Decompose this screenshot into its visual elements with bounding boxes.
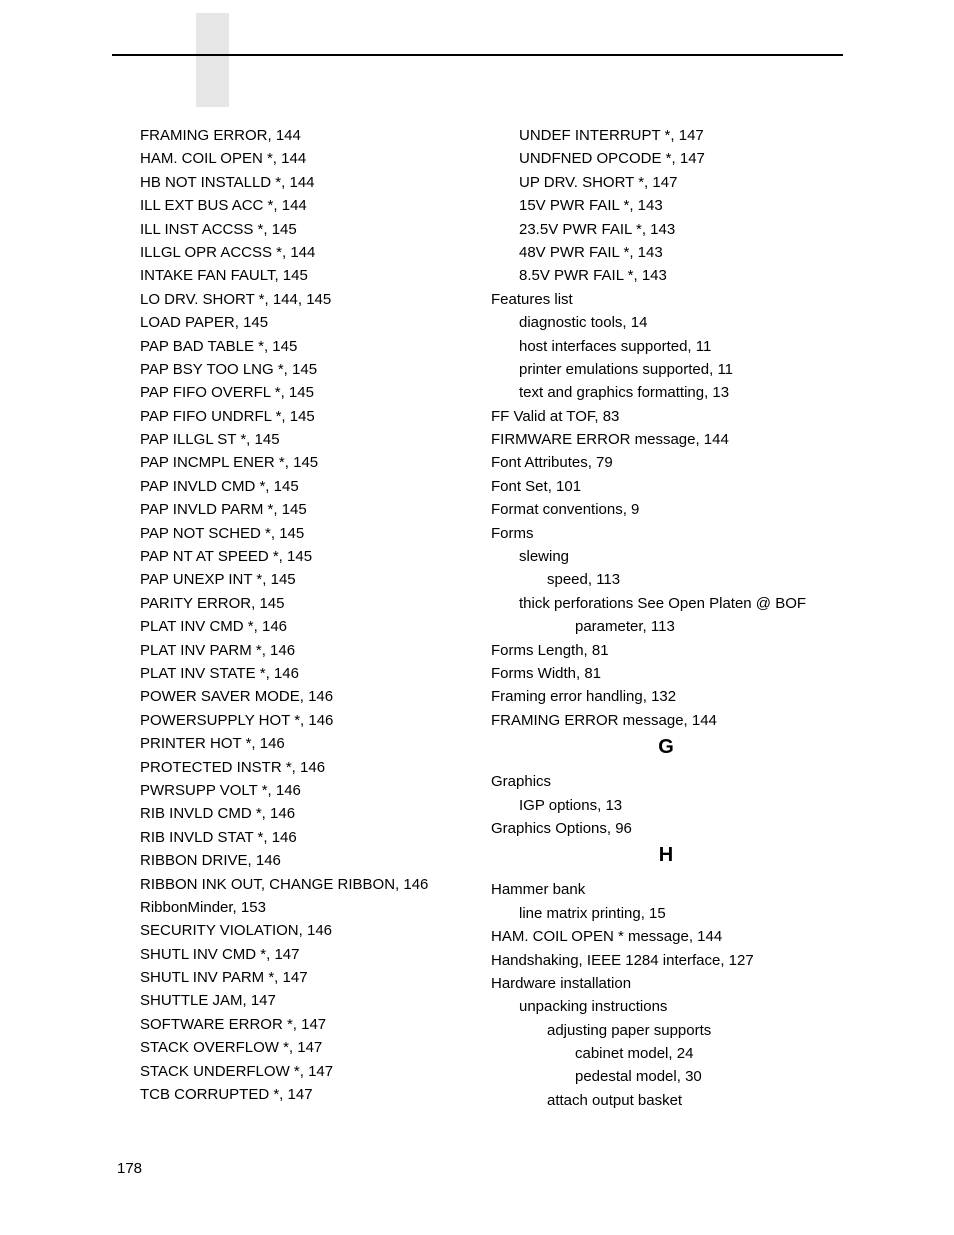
index-entry: speed, 113: [547, 571, 621, 589]
index-entry: 15V PWR FAIL *, 143: [519, 197, 663, 215]
index-entry: diagnostic tools, 14: [519, 314, 648, 332]
index-entry: pedestal model, 30: [575, 1068, 702, 1086]
index-entry: RibbonMinder, 153: [140, 898, 266, 916]
index-entry: PAP BSY TOO LNG *, 145: [140, 360, 318, 378]
index-entry: ILLGL OPR ACCSS *, 144: [140, 243, 316, 261]
index-entry: Hardware installation: [491, 974, 632, 992]
index-entry: HAM. COIL OPEN * message, 144: [491, 928, 723, 946]
index-entry: LOAD PAPER, 145: [140, 314, 269, 332]
index-entry: FRAMING ERROR, 144: [140, 127, 301, 144]
index-entry: FRAMING ERROR message, 144: [491, 711, 717, 729]
index-entry: PAP UNEXP INT *, 145: [140, 571, 296, 589]
index-entry: PWRSUPP VOLT *, 146: [140, 781, 301, 799]
index-entry: LO DRV. SHORT *, 144, 145: [140, 290, 332, 308]
index-entry: SHUTTLE JAM, 147: [140, 992, 276, 1010]
index-entry: PAP INCMPL ENER *, 145: [140, 454, 319, 472]
index-entry: FIRMWARE ERROR message, 144: [491, 431, 729, 449]
index-column-right: [491, 124, 841, 1112]
index-entry: ILL INST ACCSS *, 145: [140, 220, 297, 238]
index-entry: PAP ILLGL ST *, 145: [140, 431, 280, 449]
index-entry: FF Valid at TOF, 83: [491, 407, 620, 425]
index-entry: SHUTL INV PARM *, 147: [140, 969, 308, 987]
index-entry: line matrix printing, 15: [519, 904, 666, 922]
index-entry: SECURITY VIOLATION, 146: [140, 922, 333, 940]
index-entry: cabinet model, 24: [575, 1045, 694, 1063]
index-entry: PAP NT AT SPEED *, 145: [140, 548, 313, 566]
index-entry: slewing: [519, 548, 570, 566]
index-entry: Forms Length, 81: [491, 641, 609, 659]
index-entry: PAP FIFO OVERFL *, 145: [140, 384, 314, 402]
index-entry: unpacking instructions: [519, 998, 668, 1016]
page-number: 178: [117, 1160, 143, 1177]
index-entry: RIBBON DRIVE, 146: [140, 852, 281, 870]
index-entry: Format conventions, 9: [491, 501, 640, 519]
index-entry: Forms: [491, 524, 534, 542]
index-entry: STACK UNDERFLOW *, 147: [140, 1062, 334, 1080]
index-letter-heading: G: [658, 736, 674, 759]
header-tab-block: [196, 13, 229, 107]
index-column-left: [140, 124, 470, 1106]
index-entry: PARITY ERROR, 145: [140, 594, 285, 612]
index-entry: RIBBON INK OUT, CHANGE RIBBON, 146: [140, 875, 429, 893]
index-entry: Font Attributes, 79: [491, 454, 613, 472]
index-entry: RIB INVLD CMD *, 146: [140, 805, 296, 823]
index-entry: thick perforations See Open Platen @ BOF: [519, 594, 807, 612]
index-entry: 48V PWR FAIL *, 143: [519, 243, 663, 261]
index-entry: UNDFNED OPCODE *, 147: [519, 150, 705, 168]
index-entry: INTAKE FAN FAULT, 145: [140, 267, 308, 285]
index-entry: 23.5V PWR FAIL *, 143: [519, 220, 676, 238]
index-entry: SHUTL INV CMD *, 147: [140, 945, 300, 963]
index-entry: PLAT INV CMD *, 146: [140, 618, 287, 636]
index-entry: Hammer bank: [491, 881, 586, 899]
index-entry: IGP options, 13: [519, 796, 623, 814]
index-entry: host interfaces supported, 11: [519, 337, 712, 355]
index-entry: UNDEF INTERRUPT *, 147: [519, 127, 704, 144]
index-entry: printer emulations supported, 11: [519, 360, 734, 378]
index-entry: ILL EXT BUS ACC *, 144: [140, 197, 307, 215]
index-entry: Graphics Options, 96: [491, 819, 632, 837]
index-entry: PAP INVLD PARM *, 145: [140, 501, 307, 519]
index-entry: text and graphics formatting, 13: [519, 384, 730, 402]
index-entry: Features list: [491, 290, 573, 308]
index-entry: PAP BAD TABLE *, 145: [140, 337, 298, 355]
index-entry: 8.5V PWR FAIL *, 143: [519, 267, 667, 285]
index-entry: UP DRV. SHORT *, 147: [519, 173, 678, 191]
index-entry: attach output basket: [547, 1091, 683, 1109]
index-entry: Handshaking, IEEE 1284 interface, 127: [491, 951, 754, 969]
index-entry: PAP INVLD CMD *, 145: [140, 477, 299, 495]
index-entry: PROTECTED INSTR *, 146: [140, 758, 326, 776]
index-entry: Graphics: [491, 773, 552, 791]
index-entry: POWER SAVER MODE, 146: [140, 688, 334, 706]
index-entry: Font Set, 101: [491, 477, 582, 495]
index-entry: PAP NOT SCHED *, 145: [140, 524, 305, 542]
index-entry: Forms Width, 81: [491, 664, 602, 682]
index-letter-heading: H: [658, 844, 674, 867]
index-entry: SOFTWARE ERROR *, 147: [140, 1015, 327, 1033]
index-entry: PLAT INV STATE *, 146: [140, 664, 299, 682]
index-entry: STACK OVERFLOW *, 147: [140, 1039, 323, 1057]
index-entry: Framing error handling, 132: [491, 688, 677, 706]
index-entry: adjusting paper supports: [547, 1021, 712, 1039]
index-entry: PLAT INV PARM *, 146: [140, 641, 296, 659]
index-entry: TCB CORRUPTED *, 147: [140, 1086, 313, 1104]
header-rule: [112, 54, 843, 56]
index-entry: parameter, 113: [575, 618, 675, 636]
index-entry: HB NOT INSTALLD *, 144: [140, 173, 315, 191]
index-entry: RIB INVLD STAT *, 146: [140, 828, 297, 846]
index-entry: POWERSUPPLY HOT *, 146: [140, 711, 334, 729]
index-entry: PAP FIFO UNDRFL *, 145: [140, 407, 315, 425]
index-entry: HAM. COIL OPEN *, 144: [140, 150, 307, 168]
index-entry: PRINTER HOT *, 146: [140, 735, 285, 753]
